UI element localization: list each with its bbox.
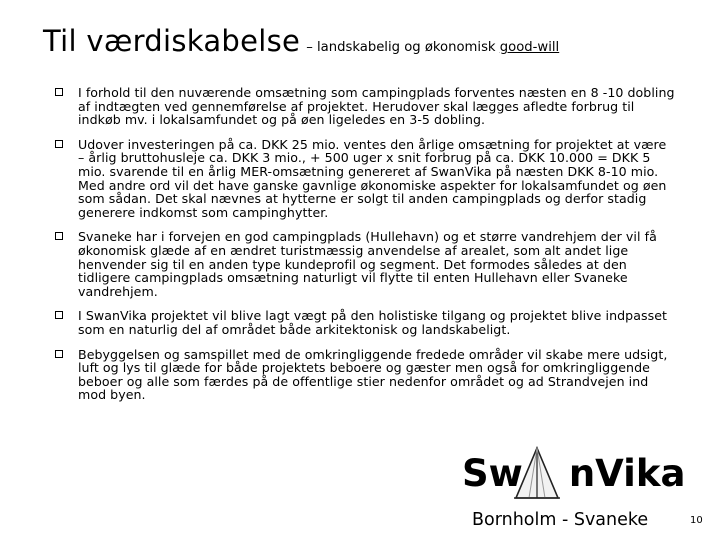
swanvika-logo [462,452,686,532]
bullet-text: Bebyggelsen og samspillet med de omkringliggende fredede områder vil skabe mere udsigt, luft og lys til glæde for både projektets beboere og gæster men også for omkringliggende beboer og alle som færdes på de offentlige stier nedenfor området og ad Strandvejen ind mod byen. [78,346,668,403]
bullet-text: Udover investeringen på ca. DKK 25 mio. ventes den årlige omsætning for projektet at være – årlig bruttohusleje ca. DKK 3 mio., + 500 uger x snit forbrug på ca. DKK 10.000 = DKK 5 mio. svarende til en årlig MER-omsætning genereret af SwanVika på næsten DKK 8-10 mio. Med andre ord vil det have ganske gavnlige økonomiske aspekter for lokalsamfundet og øen som sådan. Det skal nævnes at hytterne er solgt til anden campingplads og derfor stadig generere indkomst som campinghytter. [78,136,667,220]
logo-word-right: nVika [568,452,686,495]
bullet-marker-icon [55,88,63,96]
bullet-text: I forhold til den nuværende omsætning som campingplads forventes næsten en 8 -10 dobling af indtægten ved gennemførelse af projektet. Herudover skal lægges afledte forbrug til indkøb mv. i lokalsamfundet og på øen ligeledes en 3-5 dobling. [78,85,675,128]
subtitle-prefix: – landskabelig og økonomisk [306,40,500,55]
bullet-item [55,348,675,402]
bullet-item [55,86,675,127]
bullet-item [55,230,675,298]
slide-title: Til værdiskabelse [43,24,301,58]
bullet-item [55,309,675,336]
logo-tagline: Bornholm - Svaneke [472,510,649,530]
bullet-list [55,86,675,413]
tent-icon [514,446,560,502]
slide-subtitle [306,40,559,55]
subtitle-underlined: good-will [499,40,560,55]
bullet-item [55,138,675,220]
bullet-marker-icon [55,311,63,319]
bullet-text: Svaneke har i forvejen en god campingplads (Hullehavn) og et større vandrehjem der vil få økonomisk glæde af en ændret turistmæssig anvendelse af arealet, som alt andet lige henvender sig til en anden type kundeprofil og segment. Det formodes således at den tidligere campingplads omsætning naturligt vil flytte til enten Hullehavn eller Svaneke vandrehjem. [78,229,657,299]
logo-wordmark [462,452,685,495]
bullet-marker-icon [55,350,63,358]
bullet-marker-icon [55,140,63,148]
bullet-text: I SwanVika projektet vil blive lagt vægt på den holistiske tilgang og projektet blive indpasset som en naturlig del af området både arkitektonisk og landskabeligt. [78,308,667,337]
logo-word-left: Sw [462,452,523,495]
slide-title-row [43,24,703,58]
bullet-marker-icon [55,232,63,240]
page-number: 10 [690,515,703,526]
